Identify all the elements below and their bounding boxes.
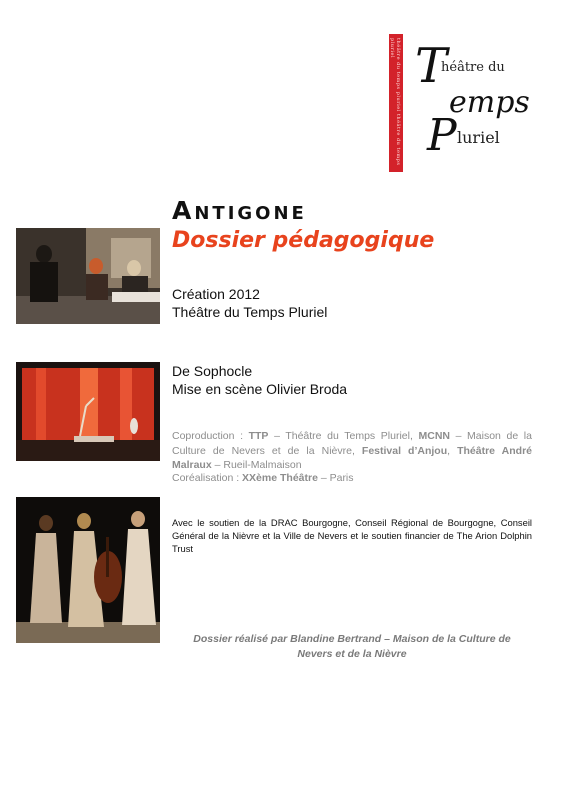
credit-paragraph: [172, 632, 532, 662]
page-title: Antigone: [172, 196, 307, 225]
creation-company: Théâtre du Temps Pluriel: [172, 304, 328, 320]
coproduction-text-4: – Rueil-Malmaison: [211, 459, 302, 472]
director-line: Mise en scène Olivier Broda: [172, 381, 348, 397]
theatre-logo: [389, 34, 539, 174]
corealisation-city: – Paris: [317, 472, 354, 484]
coproduction-anjou: Festival d’Anjou: [361, 444, 448, 457]
creation-year: Création 2012: [172, 286, 260, 302]
coproduction-ttp: TTP: [248, 430, 269, 442]
logo-text-pluriel: luriel: [457, 128, 500, 147]
credit-line-1: Dossier réalisé par Blandine Bertrand – Maison de la Culture de: [193, 633, 511, 645]
corealisation-venue: XXème Théâtre: [242, 472, 318, 484]
logo-letter-t: T: [415, 38, 448, 94]
logo-letter-p: P: [427, 110, 457, 161]
coproduction-text-1: – Théâtre du Temps Pluriel,: [268, 430, 419, 442]
rehearsal-photo: [16, 228, 160, 324]
musicians-photo: [16, 497, 160, 643]
coproduction-paragraph: [172, 429, 532, 473]
logo-text-theatre-du: héâtre du: [441, 60, 505, 75]
logo-text-temps: emps: [449, 85, 530, 120]
logo-bar-text: théâtre du temps pluriel théâtre du temps pluriel: [389, 38, 401, 166]
coproduction-label: Coproduction :: [172, 430, 249, 442]
coproduction-mcnn: MCNN: [418, 430, 450, 442]
page-subtitle: Dossier pédagogique: [172, 228, 435, 253]
coproduction-text-3: ,: [447, 444, 458, 457]
corealisation-label: Coréalisation :: [172, 472, 243, 484]
coproduction-malraux: Théâtre André Malraux: [172, 444, 533, 472]
logo-red-bar: [389, 34, 403, 172]
support-paragraph: Avec le soutien de la DRAC Bourgogne, Conseil Régional de Bourgogne, Conseil Général de la Nièvre et la Ville de Nevers et le soutien financier de The Arion Dolphin Trust: [172, 517, 532, 554]
red-stage-photo: [16, 362, 160, 461]
coproduction-text-2: – Maison de la Culture de Nevers et de la Nièvre,: [172, 430, 532, 457]
corealisation-line: [172, 471, 532, 485]
author-line: De Sophocle: [172, 363, 253, 379]
credit-line-2: Nevers et de la Nièvre: [297, 648, 407, 660]
